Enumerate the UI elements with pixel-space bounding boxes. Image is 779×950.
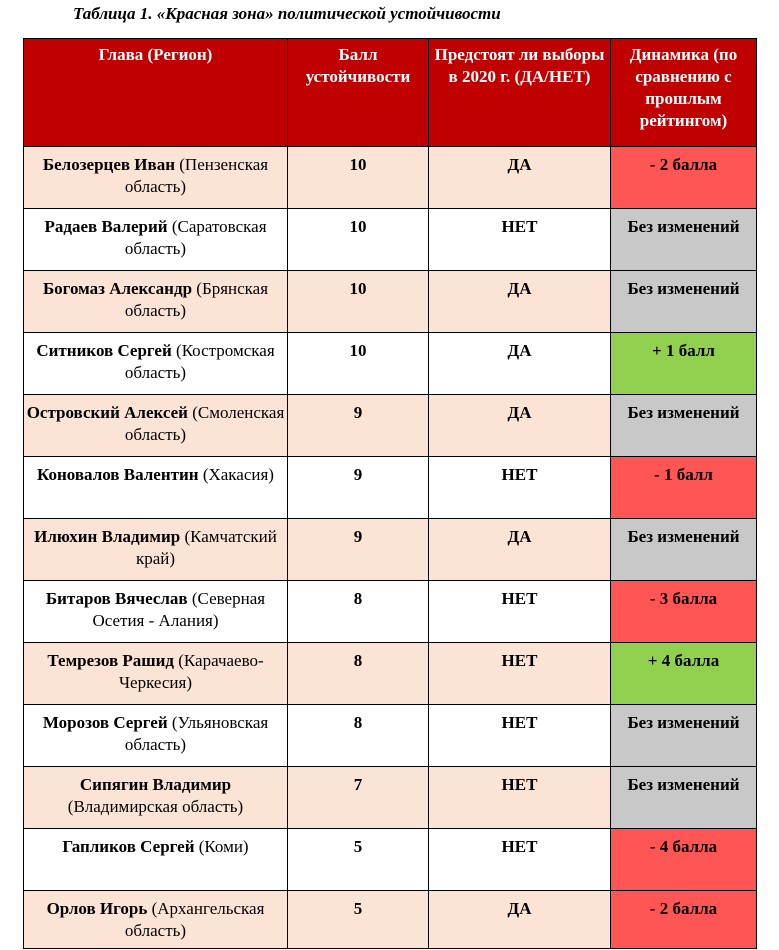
header-row	[24, 39, 757, 147]
dynamics-cell: - 3 балла	[611, 581, 757, 643]
header-elections: Предстоят ли выборы в 2020 г. (ДА/НЕТ)	[429, 39, 611, 147]
head-cell	[24, 705, 288, 767]
table-row	[24, 891, 757, 949]
head-cell	[24, 271, 288, 333]
table-row	[24, 643, 757, 705]
score-cell: 5	[288, 891, 429, 949]
header-score: Балл устойчивости	[288, 39, 429, 147]
head-region: (Костромская область)	[124, 341, 275, 382]
head-cell	[24, 643, 288, 705]
head-cell	[24, 395, 288, 457]
elections-cell: ДА	[429, 271, 611, 333]
head-cell	[24, 209, 288, 271]
stability-table	[23, 38, 757, 949]
table-row	[24, 457, 757, 519]
score-cell: 8	[288, 581, 429, 643]
elections-cell: НЕТ	[429, 705, 611, 767]
dynamics-cell: Без изменений	[611, 519, 757, 581]
head-region: (Саратовская область)	[124, 217, 267, 258]
head-region: (Брянская область)	[124, 279, 269, 320]
head-region: (Смоленская область)	[124, 403, 285, 444]
head-name: Темрезов Рашид	[47, 651, 175, 670]
head-name: Гапликов Сергей	[62, 837, 195, 856]
score-cell: 9	[288, 395, 429, 457]
table-row	[24, 519, 757, 581]
table-row	[24, 271, 757, 333]
head-region: (Карачаево-Черкесия)	[118, 651, 264, 692]
score-cell: 8	[288, 705, 429, 767]
head-region: (Коми)	[198, 837, 249, 856]
elections-cell: ДА	[429, 147, 611, 209]
elections-cell: ДА	[429, 333, 611, 395]
head-cell	[24, 147, 288, 209]
head-name: Битаров Вячеслав	[45, 589, 188, 608]
head-region: (Хакасия)	[202, 465, 274, 484]
score-cell: 7	[288, 767, 429, 829]
header-head: Глава (Регион)	[24, 39, 288, 147]
head-region: (Северная Осетия - Алания)	[92, 589, 266, 630]
head-region: (Владимирская область)	[67, 797, 244, 816]
dynamics-cell: - 4 балла	[611, 829, 757, 891]
head-region: (Камчатский край)	[135, 527, 277, 568]
head-name: Ситников Сергей	[36, 341, 172, 360]
elections-cell: НЕТ	[429, 209, 611, 271]
header-dynamics: Динамика (по сравнению с прошлым рейтингом)	[611, 39, 757, 147]
score-cell: 10	[288, 271, 429, 333]
head-name: Коновалов Валентин	[37, 465, 199, 484]
head-name: Орлов Игорь	[46, 899, 148, 918]
head-cell	[24, 333, 288, 395]
dynamics-cell: + 1 балл	[611, 333, 757, 395]
elections-cell: НЕТ	[429, 643, 611, 705]
elections-cell: НЕТ	[429, 581, 611, 643]
head-name: Радаев Валерий	[44, 217, 168, 236]
head-cell	[24, 829, 288, 891]
elections-cell: ДА	[429, 519, 611, 581]
table-row	[24, 705, 757, 767]
score-cell: 10	[288, 209, 429, 271]
head-name: Илюхин Владимир	[34, 527, 181, 546]
elections-cell: НЕТ	[429, 457, 611, 519]
head-cell	[24, 891, 288, 949]
table-row	[24, 829, 757, 891]
head-region: (Архангельская область)	[124, 899, 265, 940]
elections-cell: ДА	[429, 395, 611, 457]
score-cell: 5	[288, 829, 429, 891]
dynamics-cell: Без изменений	[611, 271, 757, 333]
head-name: Островский Алексей	[26, 403, 188, 422]
table-row	[24, 767, 757, 829]
head-region: (Ульяновская область)	[124, 713, 269, 754]
dynamics-cell: - 1 балл	[611, 457, 757, 519]
dynamics-cell: Без изменений	[611, 209, 757, 271]
head-name: Морозов Сергей	[42, 713, 168, 732]
head-cell	[24, 519, 288, 581]
elections-cell: НЕТ	[429, 767, 611, 829]
table-row	[24, 395, 757, 457]
table-row	[24, 209, 757, 271]
score-cell: 9	[288, 457, 429, 519]
dynamics-cell: Без изменений	[611, 767, 757, 829]
table-row	[24, 333, 757, 395]
head-name: Белозерцев Иван	[42, 155, 175, 174]
head-cell	[24, 581, 288, 643]
head-cell	[24, 457, 288, 519]
dynamics-cell: Без изменений	[611, 705, 757, 767]
head-name: Сипягин Владимир	[79, 775, 232, 794]
score-cell: 10	[288, 147, 429, 209]
head-name: Богомаз Александр	[42, 279, 193, 298]
dynamics-cell: - 2 балла	[611, 147, 757, 209]
dynamics-cell: + 4 балла	[611, 643, 757, 705]
elections-cell: НЕТ	[429, 829, 611, 891]
head-region: (Пензенская область)	[124, 155, 269, 196]
table-row	[24, 581, 757, 643]
head-cell	[24, 767, 288, 829]
dynamics-cell: Без изменений	[611, 395, 757, 457]
elections-cell: ДА	[429, 891, 611, 949]
dynamics-cell: - 2 балла	[611, 891, 757, 949]
score-cell: 8	[288, 643, 429, 705]
score-cell: 9	[288, 519, 429, 581]
table-row	[24, 147, 757, 209]
table-caption: Таблица 1. «Красная зона» политической устойчивости	[73, 4, 501, 23]
score-cell: 10	[288, 333, 429, 395]
table-body	[24, 147, 757, 949]
